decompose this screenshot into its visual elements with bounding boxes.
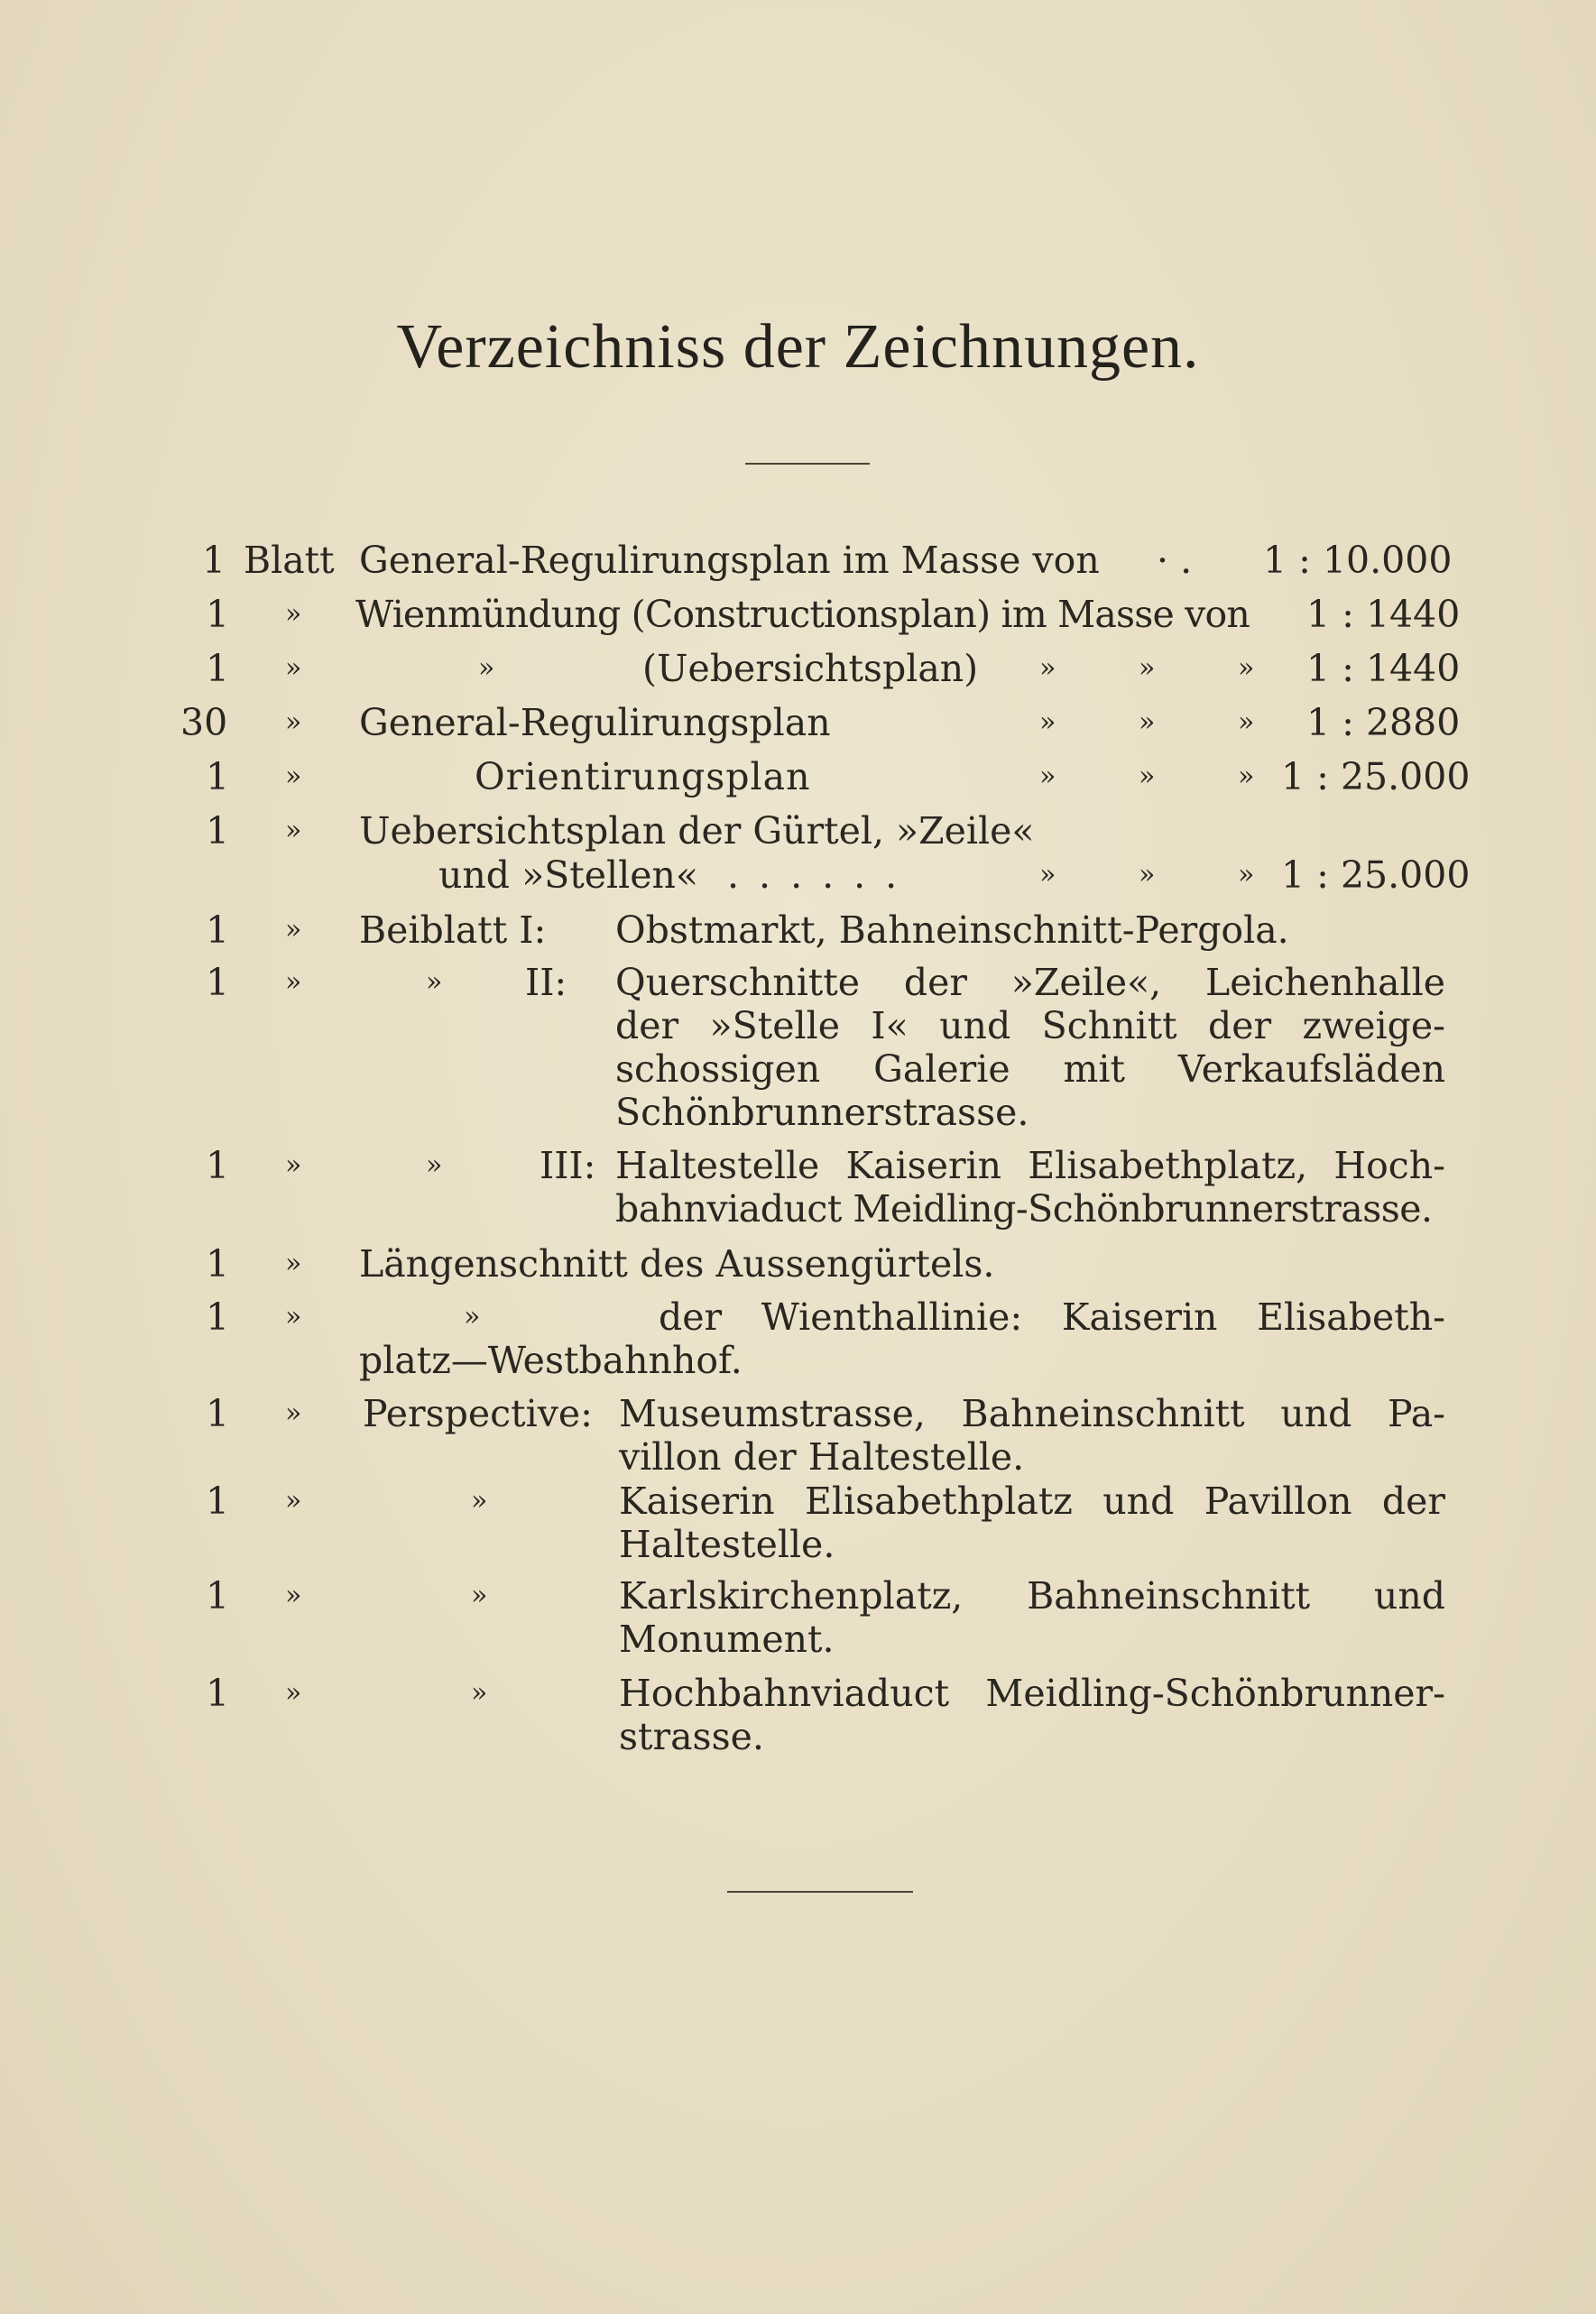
- row-6-dots: ......: [727, 853, 918, 897]
- row-11-ditto-2: »: [464, 1301, 481, 1332]
- row-1-unit: Blatt: [244, 539, 335, 582]
- row-13-ditto-2: »: [471, 1485, 488, 1517]
- row-4-ditto-3: »: [1139, 706, 1156, 738]
- row-3-scale: 1 : 1440: [1306, 647, 1461, 690]
- row-15-line-1: Hochbahnviaduct Meidling-Schönbrunner-: [619, 1672, 1445, 1715]
- row-2-count: 1: [206, 593, 230, 636]
- row-14-count: 1: [206, 1574, 230, 1618]
- row-14-ditto: »: [285, 1580, 302, 1611]
- row-8-ditto-2: »: [426, 966, 443, 998]
- page-title: Verzeichniss der Zeichnungen.: [396, 312, 1200, 382]
- row-4-count: 30: [180, 701, 228, 744]
- row-10-ditto: »: [285, 1248, 302, 1279]
- row-3-ditto-2: »: [478, 652, 495, 684]
- row-9-count: 1: [206, 1144, 230, 1187]
- row-8-ditto: »: [285, 966, 302, 998]
- row-9-line-2: bahnviaduct Meidling-Schönbrunnerstrasse.: [615, 1187, 1433, 1231]
- row-12-label: Perspective:: [363, 1392, 593, 1435]
- row-5-ditto-4: »: [1238, 761, 1255, 792]
- row-13-ditto: »: [285, 1485, 302, 1517]
- row-1-dots: · .: [1157, 539, 1193, 582]
- row-8-line-1: Querschnitte der »Zeile«, Leichenhalle: [615, 961, 1445, 1004]
- row-6-scale: 1 : 25.000: [1281, 853, 1471, 897]
- row-3-text: (Uebersichtsplan): [642, 647, 979, 690]
- row-2-scale: 1 : 1440: [1306, 593, 1461, 636]
- bottom-divider: [727, 1891, 913, 1893]
- row-3-ditto: »: [285, 652, 302, 684]
- row-8-line-2: der »Stelle I« und Schnitt der zweige-: [615, 1004, 1445, 1047]
- row-4-scale: 1 : 2880: [1306, 701, 1461, 744]
- row-4-ditto-2: »: [1039, 706, 1056, 738]
- row-13-line-1: Kaiserin Elisabethplatz und Pavillon der: [619, 1480, 1445, 1523]
- row-12-ditto: »: [285, 1397, 302, 1429]
- row-6-ditto: »: [285, 815, 302, 846]
- row-6-line-2: und »Stellen«: [438, 853, 698, 897]
- row-4-ditto: »: [285, 706, 302, 738]
- row-11-line-2: platz—Westbahnhof.: [359, 1339, 743, 1382]
- row-8-line-3: schossigen Galerie mit Verkaufsläden: [615, 1047, 1445, 1091]
- row-15-line-2: strasse.: [619, 1715, 764, 1758]
- row-7-text: Obstmarkt, Bahneinschnitt-Pergola.: [615, 908, 1289, 952]
- row-3-ditto-5: »: [1238, 652, 1255, 684]
- row-15-ditto-2: »: [471, 1677, 488, 1709]
- row-5-scale: 1 : 25.000: [1281, 755, 1471, 798]
- top-divider: [745, 463, 870, 465]
- row-7-ditto: »: [285, 914, 302, 945]
- row-15-ditto: »: [285, 1677, 302, 1709]
- row-3-ditto-3: »: [1039, 652, 1056, 684]
- row-15-count: 1: [206, 1672, 230, 1715]
- row-8-label: II:: [525, 961, 567, 1004]
- row-6-count: 1: [206, 809, 230, 853]
- row-4-ditto-4: »: [1238, 706, 1255, 738]
- row-11-ditto: »: [285, 1301, 302, 1332]
- row-3-count: 1: [206, 647, 230, 690]
- row-9-ditto-2: »: [426, 1149, 443, 1181]
- row-4-text: General-Regulirungsplan: [359, 701, 831, 744]
- row-6-ditto-3: »: [1139, 859, 1156, 890]
- row-2-text: Wienmündung (Constructionsplan) im Masse von: [355, 593, 1250, 636]
- row-1-text: General-Regulirungsplan im Masse von: [359, 539, 1100, 582]
- row-1-scale: 1 : 10.000: [1263, 539, 1453, 582]
- row-7-label: Beiblatt I:: [359, 908, 547, 952]
- row-7-count: 1: [206, 908, 230, 952]
- row-13-line-2: Haltestelle.: [619, 1523, 835, 1566]
- row-5-ditto-3: »: [1139, 761, 1156, 792]
- row-8-line-4: Schönbrunnerstrasse.: [615, 1091, 1029, 1134]
- row-1-count: 1: [202, 539, 226, 582]
- row-13-count: 1: [206, 1480, 230, 1523]
- row-9-line-1: Haltestelle Kaiserin Elisabethplatz, Hoch-: [615, 1144, 1445, 1187]
- row-5-ditto: »: [285, 761, 302, 792]
- row-3-ditto-4: »: [1139, 652, 1156, 684]
- row-6-ditto-2: »: [1039, 859, 1056, 890]
- row-10-count: 1: [206, 1242, 230, 1286]
- row-11-line-1: der Wienthallinie: Kaiserin Elisabeth-: [659, 1295, 1445, 1339]
- row-11-count: 1: [206, 1295, 230, 1339]
- row-10-text: Längenschnitt des Aussengürtels.: [359, 1242, 995, 1286]
- row-14-line-2: Monument.: [619, 1618, 835, 1661]
- row-6-line-1: Uebersichtsplan der Gürtel, »Zeile«: [359, 809, 1035, 853]
- row-2-ditto: »: [285, 598, 302, 630]
- row-14-line-1: Karlskirchenplatz, Bahneinschnitt und: [619, 1574, 1445, 1618]
- row-6-ditto-4: »: [1238, 859, 1255, 890]
- row-9-ditto: »: [285, 1149, 302, 1181]
- row-12-line-1: Museumstrasse, Bahneinschnitt und Pa-: [619, 1392, 1445, 1435]
- row-12-line-2: villon der Haltestelle.: [619, 1435, 1025, 1479]
- row-8-count: 1: [206, 961, 230, 1004]
- row-5-text: Orientirungsplan: [475, 755, 811, 798]
- row-14-ditto-2: »: [471, 1580, 488, 1611]
- row-12-count: 1: [206, 1392, 230, 1435]
- row-5-count: 1: [206, 755, 230, 798]
- row-9-label: III:: [540, 1144, 596, 1187]
- row-5-ditto-2: »: [1039, 761, 1056, 792]
